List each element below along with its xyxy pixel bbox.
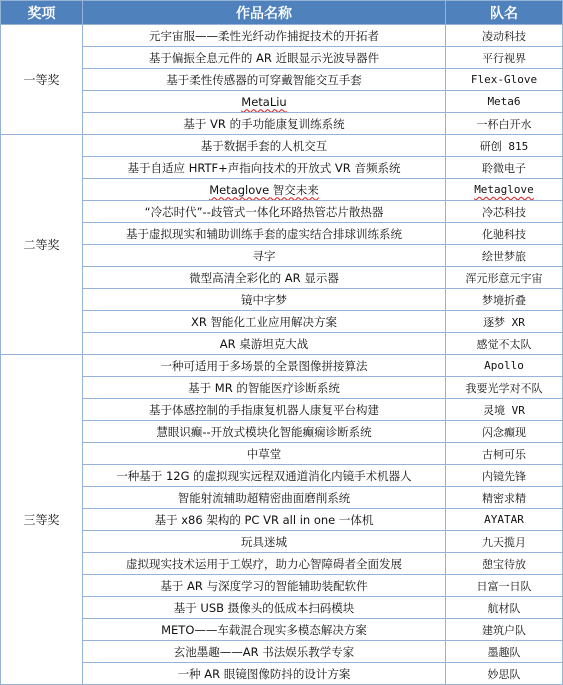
team-name-cell: Metaglove (446, 179, 563, 201)
work-name-cell: 智能射流辅助超精密曲面磨削系统 (83, 487, 446, 509)
table-row (1, 201, 563, 223)
work-name-cell: 基于 AR 与深度学习的智能辅助装配软件 (83, 575, 446, 597)
team-name-cell: 聆微电子 (446, 157, 563, 179)
table-row (1, 641, 563, 663)
table-row (1, 619, 563, 641)
team-name-cell: 内镜先锋 (446, 465, 563, 487)
team-name-cell: 精密求精 (446, 487, 563, 509)
work-name-cell: 基于 x86 架构的 PC VR all in one 一体机 (83, 509, 446, 531)
prize-cell: 一等奖 (1, 25, 83, 135)
team-name-cell: 建筑户队 (446, 619, 563, 641)
team-name-cell: 墨趣队 (446, 641, 563, 663)
table-row (1, 465, 563, 487)
table-row (1, 47, 563, 69)
work-name-cell: “冷芯时代”--歧管式一体化环路热管芯片散热器 (83, 201, 446, 223)
team-name-cell: 浑元形意元宇宙 (446, 267, 563, 289)
work-name-cell: 基于 USB 摄像头的低成本扫码模块 (83, 597, 446, 619)
work-name-cell: 基于体感控制的手指康复机器人康复平台构建 (83, 399, 446, 421)
table-row (1, 69, 563, 91)
table-row (1, 223, 563, 245)
work-name-cell: 元宇宙服——柔性光纤动作捕捉技术的开拓者 (83, 25, 446, 47)
table-row (1, 509, 563, 531)
work-name-cell: 寻字 (83, 245, 446, 267)
table-row (1, 663, 563, 685)
team-name-cell: 我要光学对不队 (446, 377, 563, 399)
table-row (1, 399, 563, 421)
team-name-cell: 妙思队 (446, 663, 563, 685)
team-name-cell: 化驰科技 (446, 223, 563, 245)
team-name-cell: 冷芯科技 (446, 201, 563, 223)
table-row (1, 113, 563, 135)
team-name-cell: 绘世梦旅 (446, 245, 563, 267)
table-row (1, 355, 563, 377)
team-name-cell: Apollo (446, 355, 563, 377)
table-row (1, 487, 563, 509)
table-row (1, 333, 563, 355)
work-name-cell: 玄池墨趣——AR 书法娱乐教学专家 (83, 641, 446, 663)
team-name-cell: AYATAR (446, 509, 563, 531)
table-row (1, 597, 563, 619)
table-row (1, 443, 563, 465)
team-name-cell: 梦境折叠 (446, 289, 563, 311)
work-name-cell: 基于 VR 的手功能康复训练系统 (83, 113, 446, 135)
team-name-cell: 一杯白开水 (446, 113, 563, 135)
table-row (1, 135, 563, 157)
team-name-cell: 闪念癫现 (446, 421, 563, 443)
team-name-cell: 灵境 VR (446, 399, 563, 421)
table-row (1, 289, 563, 311)
awards-table-body (1, 25, 563, 685)
work-name-cell: 基于 MR 的智能医疗诊断系统 (83, 377, 446, 399)
work-name-cell: MetaLiu (83, 91, 446, 113)
work-name-cell: 基于偏振全息元件的 AR 近眼显示光波导器件 (83, 47, 446, 69)
work-name-cell: Metaglove 智交未来 (83, 179, 446, 201)
header-prize: 奖项 (1, 1, 83, 25)
work-name-cell: XR 智能化工业应用解决方案 (83, 311, 446, 333)
table-row (1, 267, 563, 289)
team-name-cell: 平行视界 (446, 47, 563, 69)
table-row (1, 311, 563, 333)
table-row (1, 377, 563, 399)
work-name-cell: 基于数据手套的人机交互 (83, 135, 446, 157)
team-name-cell: 感觉不太队 (446, 333, 563, 355)
work-name-cell: METO——车载混合现实多模态解决方案 (83, 619, 446, 641)
team-name-cell: Meta6 (446, 91, 563, 113)
work-name-cell: 基于自适应 HRTF+声指向技术的开放式 VR 音频系统 (83, 157, 446, 179)
work-name-cell: 基于虚拟现实和辅助训练手套的虚实结合排球训练系统 (83, 223, 446, 245)
work-name-cell: 微型高清全彩化的 AR 显示器 (83, 267, 446, 289)
work-name-cell: 基于柔性传感器的可穿戴智能交互手套 (83, 69, 446, 91)
work-name-cell: 玩具迷城 (83, 531, 446, 553)
team-name-cell: 研创 815 (446, 135, 563, 157)
header-work: 作品名称 (83, 1, 446, 25)
team-name-cell: 九天揽月 (446, 531, 563, 553)
table-row (1, 531, 563, 553)
work-name-cell: 慧眼识癫--开放式模块化智能癫痫诊断系统 (83, 421, 446, 443)
work-name-cell: 虚拟现实技术运用于工娱疗，助力心智障碍者全面发展 (83, 553, 446, 575)
team-name-cell: 凌动科技 (446, 25, 563, 47)
table-row (1, 575, 563, 597)
header-row (1, 1, 563, 25)
team-name-cell: 憩宝待放 (446, 553, 563, 575)
work-name-cell: AR 桌游坦克大战 (83, 333, 446, 355)
table-row (1, 245, 563, 267)
work-name-cell: 一种基于 12G 的虚拟现实远程双通道消化内镜手术机器人 (83, 465, 446, 487)
team-name-cell: 逐梦 XR (446, 311, 563, 333)
work-name-cell: 一种 AR 眼镜图像防抖的设计方案 (83, 663, 446, 685)
table-row (1, 553, 563, 575)
prize-cell: 二等奖 (1, 135, 83, 355)
prize-cell: 三等奖 (1, 355, 83, 685)
work-name-cell: 一种可适用于多场景的全景图像拼接算法 (83, 355, 446, 377)
team-name-cell: 古柯可乐 (446, 443, 563, 465)
work-name-cell: 镜中字梦 (83, 289, 446, 311)
header-team: 队名 (446, 1, 563, 25)
table-row (1, 91, 563, 113)
team-name-cell: 日富一日队 (446, 575, 563, 597)
table-row (1, 179, 563, 201)
table-row (1, 25, 563, 47)
work-name-cell: 中草堂 (83, 443, 446, 465)
team-name-cell: 航材队 (446, 597, 563, 619)
table-row (1, 157, 563, 179)
team-name-cell: Flex-Glove (446, 69, 563, 91)
table-row (1, 421, 563, 443)
